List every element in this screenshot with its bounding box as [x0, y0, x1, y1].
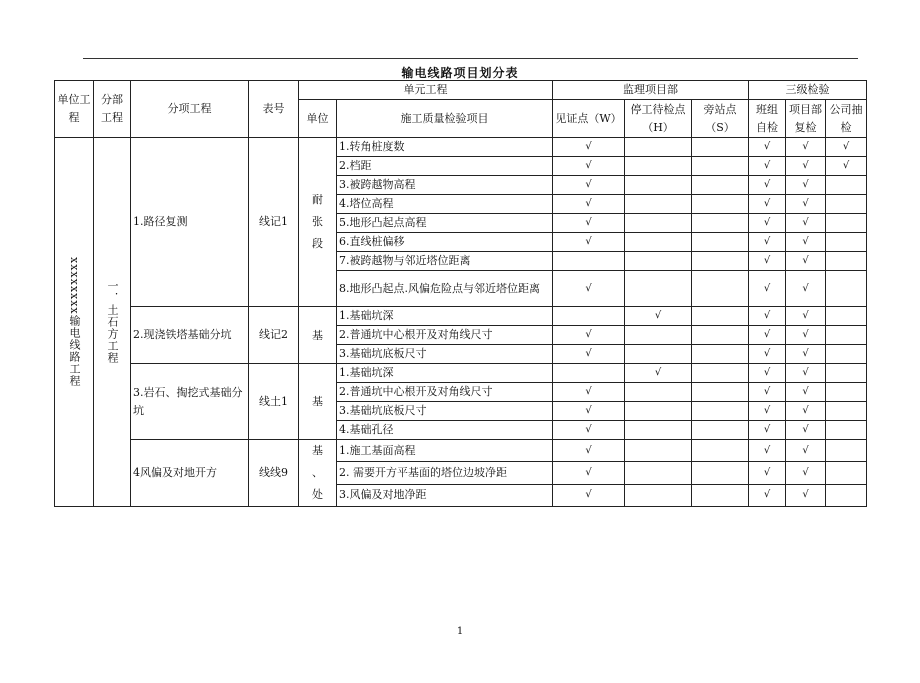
check-cell-dept — [786, 214, 826, 233]
check-cell-h — [625, 345, 692, 364]
check-mark-icon: √ — [763, 386, 771, 397]
check-mark-icon: √ — [763, 348, 771, 359]
quality-check-item: 4.塔位高程 — [337, 195, 553, 214]
check-cell-dept — [786, 402, 826, 421]
check-mark-icon: √ — [763, 160, 771, 171]
check-mark-icon: √ — [585, 217, 592, 228]
table-body — [55, 138, 867, 507]
item-project-name: 4风偏及对地开方 — [131, 440, 249, 507]
quality-check-item: 6.直线桩偏移 — [337, 233, 553, 252]
check-cell-h — [625, 440, 692, 462]
check-cell-dept — [786, 484, 826, 506]
unit-char: 处 — [312, 488, 323, 501]
check-cell-s — [692, 307, 749, 326]
check-cell-s — [692, 233, 749, 252]
check-mark-icon: √ — [585, 160, 592, 171]
check-mark-icon: √ — [802, 236, 809, 247]
check-cell-team — [749, 214, 786, 233]
check-mark-icon: √ — [802, 329, 809, 340]
check-cell-w — [553, 440, 625, 462]
header-sub-project: 分部工程 — [94, 81, 131, 138]
unit-char: 基 — [312, 328, 323, 342]
check-cell-team — [749, 307, 786, 326]
check-cell-w — [553, 307, 625, 326]
check-mark-icon: √ — [763, 255, 771, 266]
check-mark-icon: √ — [763, 141, 771, 152]
document-title: 输电线路项目划分表 — [401, 66, 519, 80]
header-dept-recheck: 项目部复检 — [786, 100, 826, 138]
quality-check-item: 7.被跨越物与邻近塔位距离 — [337, 252, 553, 271]
check-mark-icon: √ — [585, 489, 592, 501]
header-quality-item: 施工质量检验项目 — [337, 100, 553, 138]
unit-cell — [299, 364, 337, 440]
quality-check-item: 5.地形凸起点高程 — [337, 214, 553, 233]
check-cell-h — [625, 326, 692, 345]
check-cell-company — [826, 157, 867, 176]
header-hold: 停工待检点（H） — [625, 100, 692, 138]
check-mark-icon: √ — [585, 405, 592, 416]
check-cell-company — [826, 383, 867, 402]
header-witness: 见证点（W） — [553, 100, 625, 138]
check-mark-icon: √ — [802, 489, 809, 501]
check-cell-company — [826, 195, 867, 214]
check-cell-dept — [786, 421, 826, 440]
check-cell-company — [826, 176, 867, 195]
quality-check-item: 1.转角桩度数 — [337, 138, 553, 157]
check-mark-icon: √ — [802, 424, 809, 435]
check-mark-icon: √ — [763, 329, 771, 340]
header-unit-engineering: 单元工程 — [299, 81, 553, 100]
check-cell-h — [625, 364, 692, 383]
form-number: 线记2 — [249, 307, 299, 364]
check-mark-icon: √ — [802, 160, 809, 171]
check-cell-h — [625, 462, 692, 484]
check-mark-icon: √ — [802, 198, 809, 209]
check-cell-company — [826, 421, 867, 440]
check-mark-icon: √ — [654, 310, 662, 321]
check-cell-team — [749, 138, 786, 157]
check-mark-icon: √ — [763, 310, 771, 321]
check-cell-h — [625, 195, 692, 214]
check-mark-icon: √ — [802, 217, 809, 228]
unit-char: 基 — [312, 444, 323, 457]
unit-char: 段 — [312, 237, 323, 250]
unit-project-name: xxxxxxxx输电线路工程 — [68, 257, 81, 387]
item-project-name: 1.路径复测 — [131, 138, 249, 307]
unit-cell — [299, 440, 337, 507]
quality-check-item: 2. 需要开方平基面的塔位边坡净距 — [337, 462, 553, 484]
check-cell-s — [692, 364, 749, 383]
check-cell-company — [826, 233, 867, 252]
quality-check-item: 1.基础坑深 — [337, 364, 553, 383]
check-cell-s — [692, 402, 749, 421]
check-cell-h — [625, 271, 692, 307]
unit-cell — [299, 307, 337, 364]
check-cell-team — [749, 462, 786, 484]
check-cell-team — [749, 233, 786, 252]
check-cell-company — [826, 138, 867, 157]
check-cell-company — [826, 364, 867, 383]
check-mark-icon: √ — [763, 217, 771, 228]
check-cell-team — [749, 421, 786, 440]
check-cell-dept — [786, 233, 826, 252]
quality-check-item: 1.施工基面高程 — [337, 440, 553, 462]
table-row — [55, 364, 867, 383]
check-mark-icon: √ — [763, 405, 771, 416]
check-cell-w — [553, 345, 625, 364]
check-cell-w — [553, 402, 625, 421]
check-cell-h — [625, 484, 692, 506]
check-cell-s — [692, 462, 749, 484]
unit-char: 、 — [312, 466, 323, 479]
quality-check-item: 2.普通坑中心根开及对角线尺寸 — [337, 326, 553, 345]
item-project-name: 3.岩石、掏挖式基础分坑 — [131, 364, 249, 440]
check-cell-s — [692, 326, 749, 345]
check-mark-icon: √ — [585, 282, 592, 294]
check-cell-dept — [786, 462, 826, 484]
check-mark-icon: √ — [763, 424, 771, 435]
check-cell-w — [553, 195, 625, 214]
form-number: 线土1 — [249, 364, 299, 440]
header-unit: 单位 — [299, 100, 337, 138]
check-mark-icon: √ — [802, 179, 809, 190]
check-cell-s — [692, 252, 749, 271]
check-mark-icon: √ — [585, 236, 592, 247]
check-cell-team — [749, 326, 786, 345]
check-cell-dept — [786, 364, 826, 383]
check-mark-icon: √ — [802, 141, 809, 152]
check-cell-w — [553, 157, 625, 176]
check-cell-s — [692, 271, 749, 307]
check-cell-dept — [786, 383, 826, 402]
check-cell-w — [553, 484, 625, 506]
check-mark-icon: √ — [585, 424, 592, 435]
check-cell-company — [826, 307, 867, 326]
quality-check-item: 8.地形凸起点.风偏危险点与邻近塔位距离 — [337, 271, 553, 307]
check-mark-icon: √ — [802, 348, 809, 359]
header-side-station: 旁站点（S） — [692, 100, 749, 138]
check-cell-dept — [786, 195, 826, 214]
check-cell-w — [553, 326, 625, 345]
check-mark-icon: √ — [763, 198, 771, 209]
header-rule — [83, 58, 858, 59]
check-cell-dept — [786, 252, 826, 271]
check-cell-h — [625, 252, 692, 271]
check-cell-company — [826, 462, 867, 484]
check-cell-w — [553, 271, 625, 307]
check-mark-icon: √ — [654, 367, 662, 378]
header-unit-project: 单位工程 — [55, 81, 94, 138]
check-cell-company — [826, 214, 867, 233]
quality-check-item: 3.风偏及对地净距 — [337, 484, 553, 506]
quality-check-item: 2.普通坑中心根开及对角线尺寸 — [337, 383, 553, 402]
quality-check-item: 4.基础孔径 — [337, 421, 553, 440]
check-cell-h — [625, 138, 692, 157]
check-cell-s — [692, 421, 749, 440]
check-cell-team — [749, 402, 786, 421]
check-cell-w — [553, 421, 625, 440]
quality-check-item: 3.基础坑底板尺寸 — [337, 402, 553, 421]
table-row — [55, 138, 867, 157]
check-mark-icon: √ — [585, 198, 592, 209]
check-cell-company — [826, 484, 867, 506]
check-cell-team — [749, 195, 786, 214]
header-item-project: 分项工程 — [131, 81, 249, 138]
unit-char: 基 — [312, 395, 323, 408]
check-cell-company — [826, 326, 867, 345]
check-cell-s — [692, 440, 749, 462]
check-cell-s — [692, 214, 749, 233]
check-mark-icon: √ — [763, 367, 771, 378]
unit-char: 张 — [312, 215, 323, 228]
check-cell-team — [749, 440, 786, 462]
unit-project-cell — [55, 138, 94, 507]
check-cell-team — [749, 364, 786, 383]
check-mark-icon: √ — [763, 489, 771, 501]
check-mark-icon: √ — [802, 466, 809, 478]
header-company-spot: 公司抽检 — [826, 100, 867, 138]
check-cell-w — [553, 214, 625, 233]
check-cell-h — [625, 157, 692, 176]
check-cell-dept — [786, 138, 826, 157]
check-cell-dept — [786, 345, 826, 364]
check-cell-company — [826, 252, 867, 271]
quality-check-item: 2.档距 — [337, 157, 553, 176]
check-mark-icon: √ — [842, 141, 850, 152]
check-cell-team — [749, 383, 786, 402]
check-mark-icon: √ — [802, 444, 809, 456]
sub-project-name: 一．土石方工程 — [106, 280, 119, 364]
header-form-no: 表号 — [249, 81, 299, 138]
page-number: 1 — [456, 626, 464, 637]
check-cell-dept — [786, 307, 826, 326]
check-mark-icon: √ — [763, 179, 771, 190]
check-cell-company — [826, 271, 867, 307]
check-mark-icon: √ — [842, 160, 850, 171]
check-cell-h — [625, 402, 692, 421]
check-mark-icon: √ — [585, 141, 592, 152]
check-cell-s — [692, 345, 749, 364]
check-cell-team — [749, 252, 786, 271]
project-division-table — [54, 80, 867, 507]
check-cell-dept — [786, 157, 826, 176]
check-cell-s — [692, 176, 749, 195]
check-cell-w — [553, 383, 625, 402]
check-cell-team — [749, 345, 786, 364]
check-cell-company — [826, 440, 867, 462]
check-cell-h — [625, 176, 692, 195]
check-cell-w — [553, 233, 625, 252]
table-row — [55, 440, 867, 462]
check-mark-icon: √ — [763, 282, 771, 294]
check-cell-dept — [786, 271, 826, 307]
table-row — [55, 307, 867, 326]
check-cell-team — [749, 157, 786, 176]
check-cell-w — [553, 176, 625, 195]
check-cell-h — [625, 307, 692, 326]
check-cell-h — [625, 233, 692, 252]
unit-char: 耐 — [312, 193, 323, 206]
check-cell-s — [692, 383, 749, 402]
item-project-name: 2.现浇铁塔基础分坑 — [131, 307, 249, 364]
header-supervision: 监理项目部 — [553, 81, 749, 100]
check-cell-company — [826, 402, 867, 421]
check-cell-s — [692, 484, 749, 506]
check-mark-icon: √ — [763, 444, 771, 456]
check-cell-team — [749, 484, 786, 506]
sub-project-cell — [94, 138, 131, 507]
check-cell-team — [749, 176, 786, 195]
check-mark-icon: √ — [585, 466, 592, 478]
check-cell-h — [625, 383, 692, 402]
check-cell-dept — [786, 440, 826, 462]
check-cell-w — [553, 364, 625, 383]
quality-check-item: 1.基础坑深 — [337, 307, 553, 326]
check-cell-dept — [786, 326, 826, 345]
check-cell-h — [625, 421, 692, 440]
unit-cell — [299, 138, 337, 307]
check-mark-icon: √ — [763, 236, 771, 247]
check-cell-team — [749, 271, 786, 307]
check-mark-icon: √ — [802, 367, 809, 378]
check-cell-w — [553, 462, 625, 484]
quality-check-item: 3.被跨越物高程 — [337, 176, 553, 195]
check-mark-icon: √ — [585, 348, 592, 359]
check-cell-w — [553, 252, 625, 271]
check-mark-icon: √ — [585, 329, 592, 340]
check-mark-icon: √ — [802, 405, 809, 416]
check-mark-icon: √ — [585, 179, 592, 190]
check-cell-s — [692, 138, 749, 157]
check-cell-h — [625, 214, 692, 233]
check-cell-w — [553, 138, 625, 157]
check-mark-icon: √ — [585, 386, 592, 397]
form-number: 线线9 — [249, 440, 299, 507]
header-three-level: 三级检验 — [749, 81, 867, 100]
check-mark-icon: √ — [585, 444, 592, 456]
check-mark-icon: √ — [763, 466, 771, 478]
check-cell-dept — [786, 176, 826, 195]
form-number: 线记1 — [249, 138, 299, 307]
header-team-self: 班组自检 — [749, 100, 786, 138]
check-cell-company — [826, 345, 867, 364]
check-cell-s — [692, 157, 749, 176]
check-mark-icon: √ — [802, 386, 809, 397]
check-cell-s — [692, 195, 749, 214]
check-mark-icon: √ — [802, 310, 809, 321]
check-mark-icon: √ — [802, 255, 809, 266]
quality-check-item: 3.基础坑底板尺寸 — [337, 345, 553, 364]
check-mark-icon: √ — [802, 282, 809, 294]
